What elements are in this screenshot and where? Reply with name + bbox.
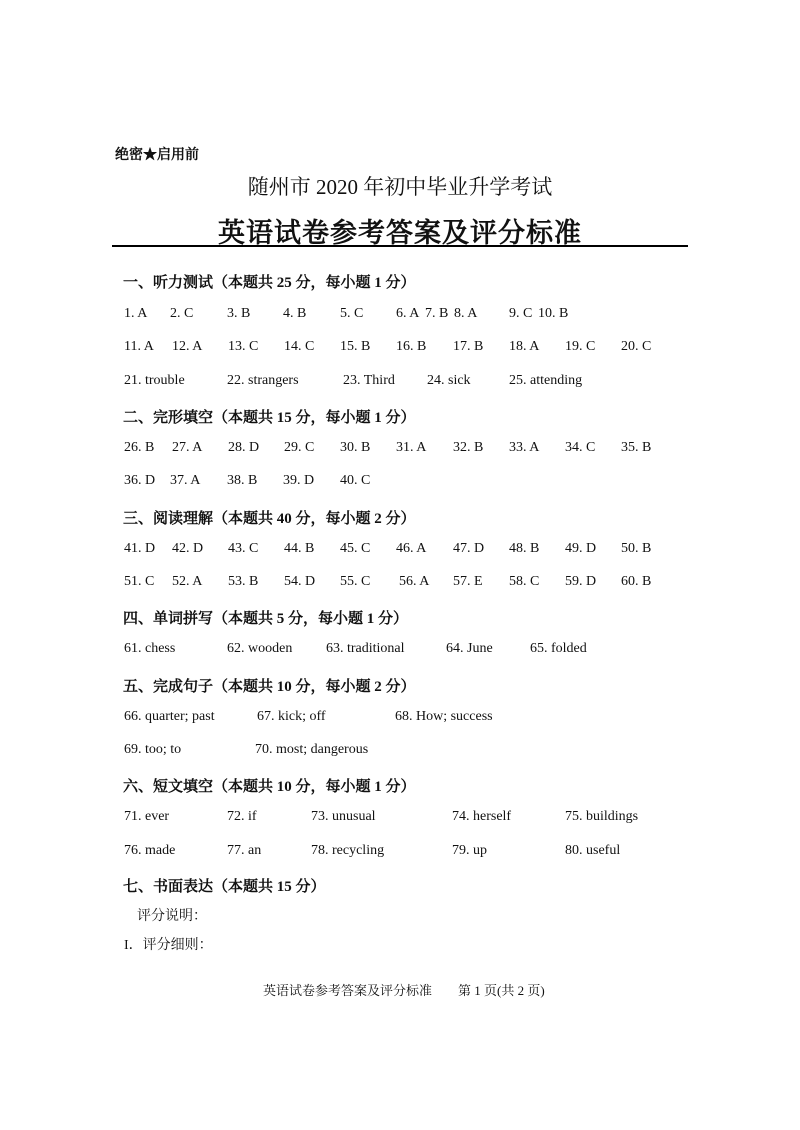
answer-item: 49. D <box>565 541 597 556</box>
answer-item: 58. C <box>509 574 540 589</box>
answer-item: 31. A <box>396 440 427 455</box>
document-title: 英语试卷参考答案及评分标准 <box>218 218 582 248</box>
answer-item: 75. buildings <box>565 809 639 824</box>
answer-item: 62. wooden <box>227 641 293 656</box>
answer-item: 1. A <box>124 306 148 321</box>
answer-item: 10. B <box>538 306 569 321</box>
answer-item: 26. B <box>124 440 155 455</box>
answer-item: 45. C <box>340 541 371 556</box>
answer-item: 20. C <box>621 339 652 354</box>
answer-item: 59. D <box>565 574 597 589</box>
section-title-spelling: 四、单词拼写（本题共 5 分，每小题 1 分） <box>123 611 409 627</box>
answer-item: 72. if <box>227 809 257 824</box>
footer-page-info: 第 1 页(共 2 页) <box>458 983 545 998</box>
answer-item: 6. A <box>396 306 420 321</box>
answer-item: 13. C <box>228 339 259 354</box>
answer-item: 35. B <box>621 440 652 455</box>
answer-item: 61. chess <box>124 641 176 656</box>
answer-item: 39. D <box>283 473 315 488</box>
answer-item: 46. A <box>396 541 427 556</box>
answer-item: 29. C <box>284 440 315 455</box>
answer-item: 71. ever <box>124 809 170 824</box>
section-title-listening: 一、听力测试（本题共 25 分，每小题 1 分） <box>123 275 416 291</box>
answer-item: 17. B <box>453 339 484 354</box>
answer-item: 60. B <box>621 574 652 589</box>
answer-item: 33. A <box>509 440 540 455</box>
answer-item: 2. C <box>170 306 194 321</box>
answer-item: 64. June <box>446 641 493 656</box>
title-divider <box>112 245 688 247</box>
answer-item: 21. trouble <box>124 373 185 388</box>
answer-item: 15. B <box>340 339 371 354</box>
section-title-writing: 七、书面表达（本题共 15 分） <box>123 879 326 895</box>
answer-item: 80. useful <box>565 843 621 858</box>
answer-item: 40. C <box>340 473 371 488</box>
answer-item: 48. B <box>509 541 540 556</box>
answer-item: 70. most; dangerous <box>255 742 369 757</box>
answer-item: 34. C <box>565 440 596 455</box>
page-footer <box>263 980 545 999</box>
answer-item: 16. B <box>396 339 427 354</box>
answer-item: 3. B <box>227 306 251 321</box>
answer-item: 54. D <box>284 574 316 589</box>
answer-item: 36. D <box>124 473 156 488</box>
answer-item: 44. B <box>284 541 315 556</box>
answer-item: 74. herself <box>452 809 512 824</box>
answer-item: 23. Third <box>343 373 395 388</box>
answer-item: 37. A <box>170 473 201 488</box>
answer-item: 51. C <box>124 574 155 589</box>
answer-item: 8. A <box>454 306 478 321</box>
answer-item: 55. C <box>340 574 371 589</box>
answer-item: 57. E <box>453 574 483 589</box>
answer-item: 69. too; to <box>124 742 182 757</box>
section-title-reading: 三、阅读理解（本题共 40 分，每小题 2 分） <box>123 511 416 527</box>
answer-item: 9. C <box>509 306 533 321</box>
answer-item: 30. B <box>340 440 371 455</box>
exam-title: 随州市 2020 年初中毕业升学考试 <box>247 175 553 199</box>
answer-item: 12. A <box>172 339 203 354</box>
answer-item: 28. D <box>228 440 260 455</box>
answer-item: 63. traditional <box>326 641 405 656</box>
answer-item: 5. C <box>340 306 364 321</box>
answer-item: 53. B <box>228 574 259 589</box>
answer-item: 11. A <box>124 339 154 354</box>
scoring-note-label: 评分说明： <box>137 909 207 924</box>
answer-item: 50. B <box>621 541 652 556</box>
answer-item: 47. D <box>453 541 485 556</box>
answer-item: 79. up <box>452 843 487 858</box>
answer-item: 77. an <box>227 843 262 858</box>
section-title-passage-fill: 六、短文填空（本题共 10 分，每小题 1 分） <box>123 779 416 795</box>
answer-item: 19. C <box>565 339 596 354</box>
answer-item: 65. folded <box>530 641 587 656</box>
answer-item: 41. D <box>124 541 156 556</box>
answer-item: 14. C <box>284 339 315 354</box>
answer-item: 66. quarter; past <box>124 709 215 724</box>
answer-item: 25. attending <box>509 373 583 388</box>
answer-item: 43. C <box>228 541 259 556</box>
answer-item: 4. B <box>283 306 307 321</box>
answer-item: 32. B <box>453 440 484 455</box>
answer-item: 42. D <box>172 541 204 556</box>
answer-item: 56. A <box>399 574 430 589</box>
answer-item: 78. recycling <box>311 843 385 858</box>
confidential-label: 绝密★启用前 <box>115 148 199 163</box>
answer-item: 27. A <box>172 440 203 455</box>
footer-doc-name: 英语试卷参考答案及评分标准 <box>263 983 433 998</box>
answer-item: 52. A <box>172 574 203 589</box>
answer-item: 73. unusual <box>311 809 376 824</box>
answer-item: 22. strangers <box>227 373 299 388</box>
answer-item: 18. A <box>509 339 540 354</box>
answer-item: 7. B <box>425 306 449 321</box>
section-title-cloze: 二、完形填空（本题共 15 分，每小题 1 分） <box>123 410 416 426</box>
answer-item: 76. made <box>124 843 176 858</box>
answer-item: 68. How; success <box>395 709 493 724</box>
scoring-detail-label: I．评分细则： <box>124 938 213 953</box>
answer-item: 38. B <box>227 473 258 488</box>
section-title-sentences: 五、完成句子（本题共 10 分，每小题 2 分） <box>123 679 416 695</box>
answer-item: 24. sick <box>427 373 471 388</box>
answer-item: 67. kick; off <box>257 709 326 724</box>
